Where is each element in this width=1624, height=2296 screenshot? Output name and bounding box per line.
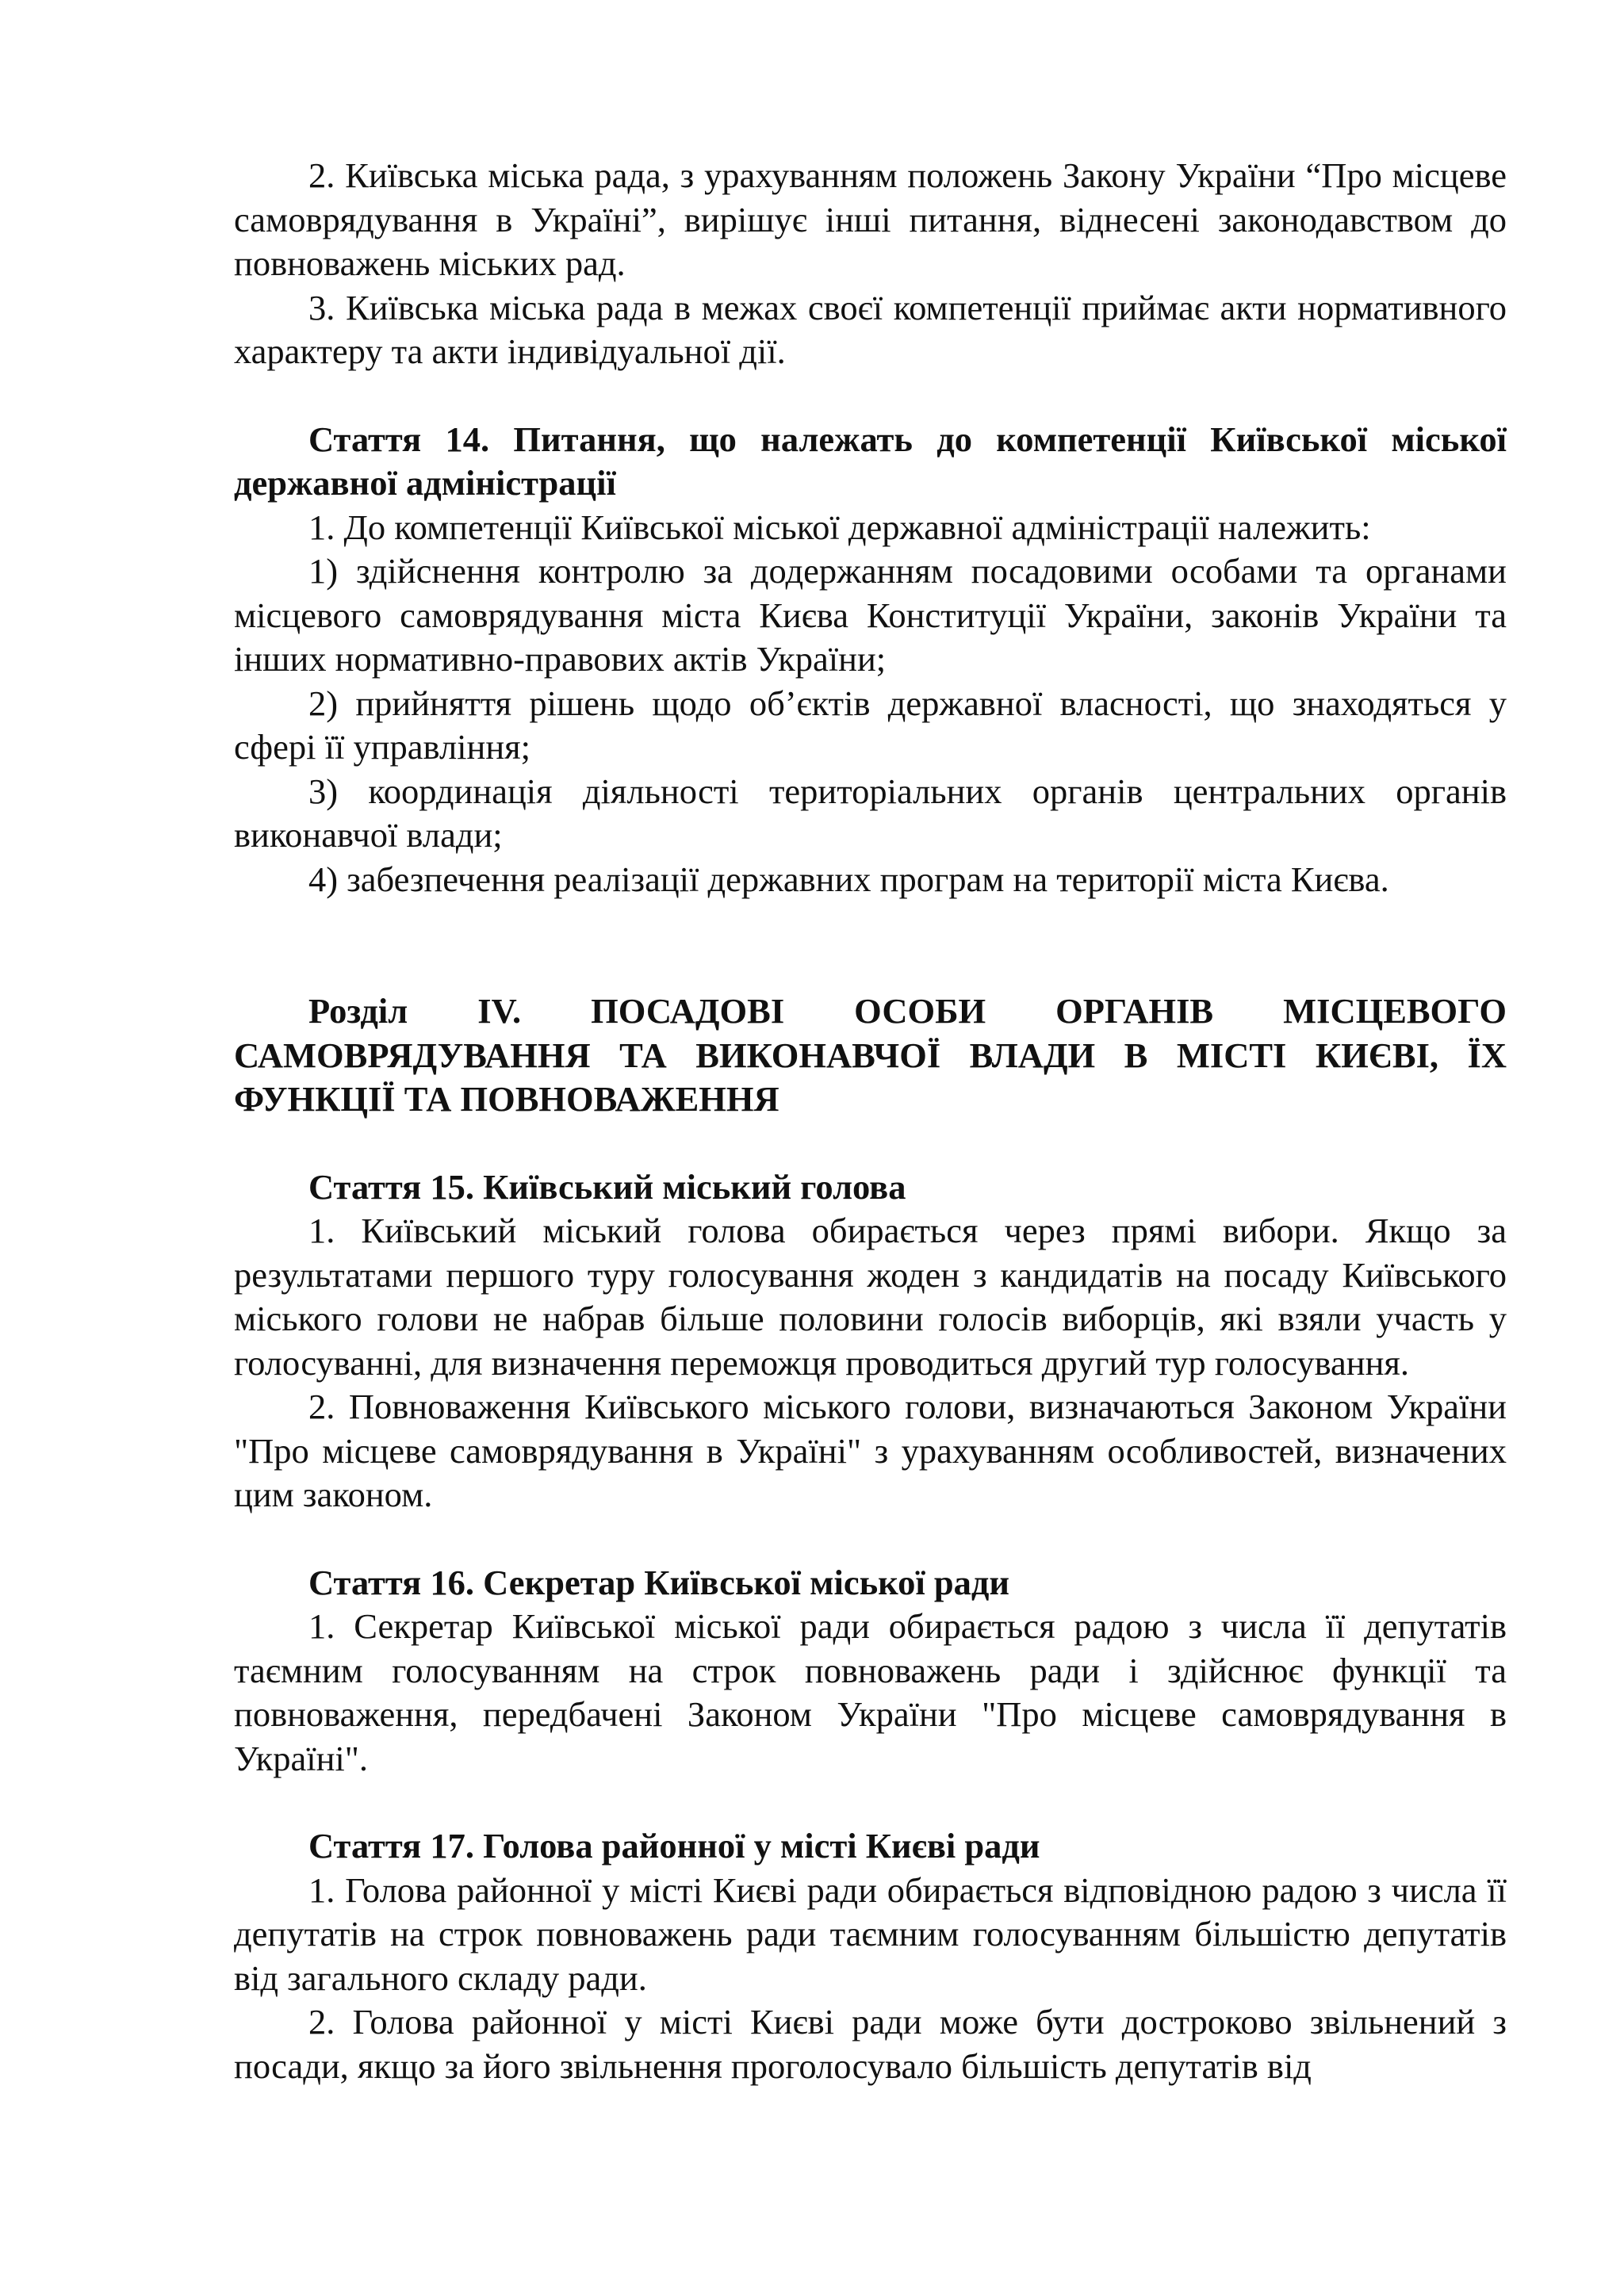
spacer: [234, 374, 1507, 418]
article-14-heading: Стаття 14. Питання, що належать до компетенції Київської міської державної адміністрації: [234, 419, 1507, 503]
section-4-heading: [234, 989, 1507, 1122]
article-17-paragraph-2: 2. Голова районної у місті Києві ради може бути достроково звільнений з посади, якщо за його звільнення проголосувало більшість депутатів від: [234, 2002, 1507, 2086]
article-17-heading: Стаття 17. Голова районної у місті Києві ради: [308, 1826, 1040, 1866]
article-16-paragraph-1: 1. Секретар Київської міської ради обирається радою з числа її депутатів таємним голосуванням на строк повноважень ради і здійснює функції та повноваження, передбачені Законом України "Про місцеве самоврядування в Україні".: [234, 1606, 1507, 1778]
article-14-item-3: 3) координація діяльності територіальних органів центральних органів виконавчої влади;: [234, 771, 1507, 855]
article-15-paragraph-1: 1. Київський міський голова обирається через прямі вибори. Якщо за результатами першого туру голосування жоден з кандидатів на посаду Київського міського голови не набрав більше половини голосів виборців, які взяли участь у голосуванні, для визначення переможця проводиться другий тур голосування.: [234, 1211, 1507, 1383]
section-4-heading-line-1: Розділ IV. ПОСАДОВІ ОСОБИ ОРГАНІВ МІСЦЕВОГО: [308, 991, 1507, 1031]
article-17-paragraph-1: 1. Голова районної у місті Києві ради обирається відповідною радою з числа її депутатів на строк повноважень ради таємним голосуванням більшістю депутатів від загального складу ради.: [234, 1869, 1507, 1998]
paragraph-council-other-issues: 2. Київська міська рада, з урахуванням положень Закону України “Про місцеве самоврядування в Україні”, вирішує інші питання, віднесені законодавством до повноважень міських рад.: [234, 155, 1507, 283]
article-14-item-4: 4) забезпечення реалізації державних програм на території міста Києва.: [308, 859, 1389, 899]
article-16-heading: Стаття 16. Секретар Київської міської ради: [308, 1562, 1010, 1602]
spacer: [234, 1122, 1507, 1165]
article-15-paragraph-2: 2. Повноваження Київського міського голови, визначаються Законом України "Про місцеве самоврядування в Україні" з урахуванням особливостей, визначених цим законом.: [234, 1387, 1507, 1514]
spacer: [234, 1781, 1507, 1824]
section-4-heading-rest: САМОВРЯДУВАННЯ ТА ВИКОНАВЧОЇ ВЛАДИ В МІСТІ КИЄВІ, ЇХ ФУНКЦІЇ ТА ПОВНОВАЖЕННЯ: [234, 1035, 1507, 1119]
article-15-heading: Стаття 15. Київський міський голова: [308, 1166, 906, 1207]
spacer: [234, 901, 1507, 989]
paragraph-council-acts: 3. Київська міська рада в межах своєї компетенції приймає акти нормативного характеру та акти індивідуальної дії.: [234, 287, 1507, 371]
article-14-intro: 1. До компетенції Київської міської державної адміністрації належить:: [308, 507, 1371, 547]
article-14-item-1: 1) здійснення контролю за додержанням посадовими особами та органами місцевого самоврядування міста Києва Конституції України, законів України та інших нормативно-правових актів України;: [234, 551, 1507, 679]
spacer: [234, 1517, 1507, 1561]
article-14-item-2: 2) прийняття рішень щодо об’єктів державної власності, що знаходяться у сфері її управління;: [234, 683, 1507, 767]
